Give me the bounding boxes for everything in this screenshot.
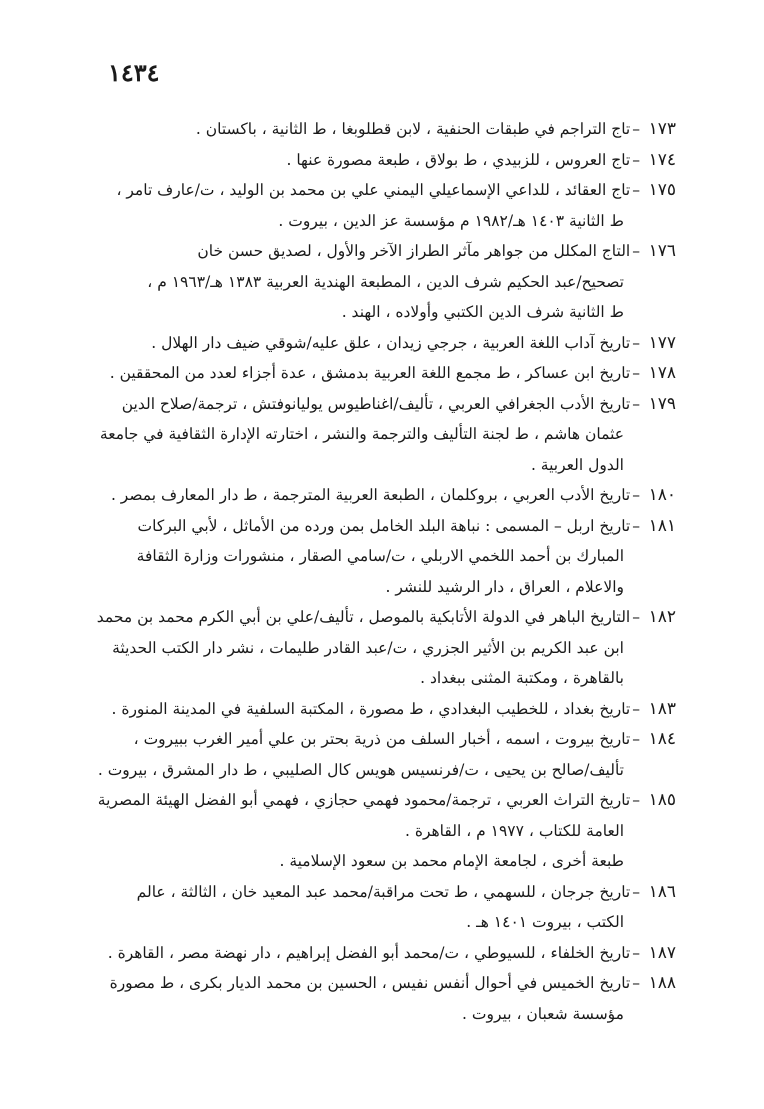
bibliography-entry (50, 877, 676, 938)
entry-text: المبارك بن أحمد اللخمي الاربلي ، ت/سامي الصقار ، منشورات وزارة الثقافة (136, 547, 624, 565)
entry-number: ١٨٧ (648, 942, 676, 963)
entry-dash: – (632, 364, 640, 382)
entry-first-line (50, 236, 676, 267)
entry-continuation-line (50, 755, 676, 786)
entry-first-line (50, 175, 676, 206)
entry-text: تصحيح/عبد الحكيم شرف الدين ، المطبعة الهندية العربية ١٣٨٣ هـ/١٩٦٣ م ، (147, 272, 624, 291)
entry-dash: – (632, 943, 640, 962)
bibliography-entry (50, 175, 676, 236)
entry-continuation-line (50, 846, 676, 877)
entry-text: الكتب ، بيروت ١٤٠١ هـ . (466, 913, 624, 931)
entry-continuation-line (50, 907, 676, 938)
entry-dash: – (632, 242, 640, 260)
entry-text: ط الثانية شرف الدين الكتبي وأولاده ، الهند . (341, 303, 624, 321)
entry-dash: – (632, 333, 640, 352)
bibliography-entry (50, 785, 676, 877)
entry-number: ١٨٦ (648, 881, 676, 902)
entry-text: تاريخ جرجان ، للسهمي ، ط تحت مراقبة/محمد عبد المعيد خان ، الثالثة ، عالم (136, 882, 631, 901)
bibliography-entry (50, 694, 676, 725)
entry-first-line (50, 358, 676, 389)
bibliography-entry (50, 480, 676, 511)
entry-text: تاريخ آداب اللغة العربية ، جرجي زيدان ، علق عليه/شوقي ضيف دار الهلال . (151, 333, 631, 352)
entry-number: ١٧٩ (648, 393, 676, 414)
entry-dash: – (632, 516, 640, 535)
entry-text: مؤسسة شعبان ، بيروت . (462, 1004, 624, 1023)
entry-dash: – (632, 394, 640, 413)
entry-text: تاريخ الأدب الجغرافي العربي ، تأليف/اغناطيوس يوليانوفتش ، ترجمة/صلاح الدين (121, 394, 631, 413)
entry-text: تاريخ الخميس في أحوال أنفس نفيس ، الحسين بن محمد الديار بكرى ، ط مصورة (109, 974, 631, 992)
bibliography-entry (50, 389, 676, 481)
entry-text: تاج العروس ، للزبيدي ، ط بولاق ، طبعة مصورة عنها . (286, 150, 631, 169)
entry-dash: – (632, 150, 640, 169)
bibliography-list (50, 114, 676, 1029)
entry-dash: – (632, 608, 640, 626)
entry-first-line (50, 938, 676, 969)
bibliography-entry (50, 938, 676, 969)
entry-number: ١٨٠ (648, 485, 676, 505)
entry-dash: – (632, 730, 640, 748)
entry-number: ١٧٤ (648, 149, 676, 170)
entry-first-line (50, 602, 676, 633)
page-number: ١٤٣٤ (108, 58, 160, 87)
entry-text: ابن عبد الكريم بن الأثير الجزري ، ت/عبد القادر طليمات ، نشر دار الكتب الحديثة (112, 638, 624, 657)
entry-first-line (50, 328, 676, 359)
bibliography-entry (50, 236, 676, 328)
entry-text: تأليف/صالح بن يحيى ، ت/فرنسيس هويس كال الصليبي ، ط دار المشرق ، بيروت . (97, 760, 624, 779)
bibliography-entry (50, 145, 676, 176)
entry-number: ١٨٤ (648, 729, 676, 749)
bibliography-entry (50, 328, 676, 359)
entry-text: تاريخ التراث العربي ، ترجمة/محمود فهمي حجازي ، فهمي أبو الفضل الهيئة المصرية (97, 791, 631, 809)
entry-text: طبعة أخرى ، لجامعة الإمام محمد بن سعود الإسلامية . (279, 852, 624, 870)
entry-first-line (50, 480, 676, 511)
entry-dash: – (632, 699, 640, 718)
entry-dash: – (632, 486, 640, 504)
entry-dash: – (632, 120, 640, 138)
entry-first-line (50, 114, 676, 145)
entry-text: التاريخ الباهر في الدولة الأتابكية بالموصل ، تأليف/علي بن أبي الكرم محمد بن محمد (96, 608, 631, 626)
entry-dash: – (632, 181, 640, 199)
entry-continuation-line (50, 267, 676, 298)
entry-first-line (50, 968, 676, 999)
entry-first-line (50, 724, 676, 755)
entry-number: ١٨٥ (648, 790, 676, 810)
entry-first-line (50, 145, 676, 176)
entry-continuation-line (50, 633, 676, 664)
entry-text: التاج المكلل من جواهر مآثر الطراز الآخر والأول ، لصديق حسن خان (197, 242, 631, 260)
entry-first-line (50, 785, 676, 816)
entry-text: تاريخ الأدب العربي ، بروكلمان ، الطبعة العربية المترجمة ، ط دار المعارف بمصر . (110, 486, 631, 504)
entry-continuation-line (50, 663, 676, 694)
entry-text: تاريخ الخلفاء ، للسيوطي ، ت/محمد أبو الفضل إبراهيم ، دار نهضة مصر ، القاهرة . (107, 943, 631, 962)
entry-text: تاريخ بغداد ، للخطيب البغدادي ، ط مصورة ، المكتبة السلفية في المدينة المنورة . (111, 699, 631, 718)
entry-number: ١٧٨ (648, 363, 676, 383)
entry-text: الدول العربية . (530, 455, 624, 474)
entry-number: ١٧٧ (648, 332, 676, 353)
entry-dash: – (632, 974, 640, 992)
entry-text: تاريخ بيروت ، اسمه ، أخبار السلف من ذرية بحتر بن علي أمير الغرب ببيروت ، (133, 730, 631, 748)
entry-first-line (50, 389, 676, 420)
entry-continuation-line (50, 816, 676, 847)
entry-number: ١٨٢ (648, 607, 676, 627)
entry-first-line (50, 511, 676, 542)
entry-number: ١٧٦ (648, 241, 676, 261)
bibliography-entry (50, 358, 676, 389)
entry-text: تاريخ اربل – المسمى : نباهة البلد الخامل بمن ورده من الأماثل ، لأبي البركات (137, 516, 631, 535)
bibliography-entry (50, 114, 676, 145)
entry-text: تاج العقائد ، للداعي الإسماعيلي اليمني علي بن محمد بن الوليد ، ت/عارف تامر ، (116, 181, 631, 199)
bibliography-entry (50, 724, 676, 785)
entry-text: عثمان هاشم ، ط لجنة التأليف والترجمة والنشر ، اختارته الإدارة الثقافية في جامعة (99, 425, 624, 443)
entry-continuation-line (50, 419, 676, 450)
entry-first-line (50, 877, 676, 908)
bibliography-entry (50, 602, 676, 694)
entry-continuation-line (50, 999, 676, 1030)
entry-first-line (50, 694, 676, 725)
entry-dash: – (632, 882, 640, 901)
entry-text: والاعلام ، العراق ، دار الرشيد للنشر . (385, 577, 624, 596)
entry-continuation-line (50, 206, 676, 237)
entry-text: تاريخ ابن عساكر ، ط مجمع اللغة العربية بدمشق ، عدة أجزاء لعدد من المحققين . (109, 364, 631, 382)
entry-number: ١٨٣ (648, 698, 676, 719)
entry-continuation-line (50, 541, 676, 572)
bibliography-entry (50, 968, 676, 1029)
entry-text: ط الثانية ١٤٠٣ هـ/١٩٨٢ م مؤسسة عز الدين ، بيروت . (278, 211, 624, 230)
entry-text: تاج التراجم في طبقات الحنفية ، لابن قطلوبغا ، ط الثانية ، باكستان . (195, 120, 631, 138)
entry-continuation-line (50, 572, 676, 603)
entry-number: ١٨١ (648, 515, 676, 536)
entry-number: ١٧٣ (648, 119, 676, 139)
entry-text: بالقاهرة ، ومكتبة المثنى ببغداد . (420, 669, 624, 687)
entry-number: ١٨٨ (648, 973, 676, 993)
bibliography-entry (50, 511, 676, 603)
entry-text: العامة للكتاب ، ١٩٧٧ م ، القاهرة . (404, 821, 624, 840)
entry-dash: – (632, 791, 640, 809)
entry-continuation-line (50, 450, 676, 481)
entry-continuation-line (50, 297, 676, 328)
entry-number: ١٧٥ (648, 180, 676, 200)
